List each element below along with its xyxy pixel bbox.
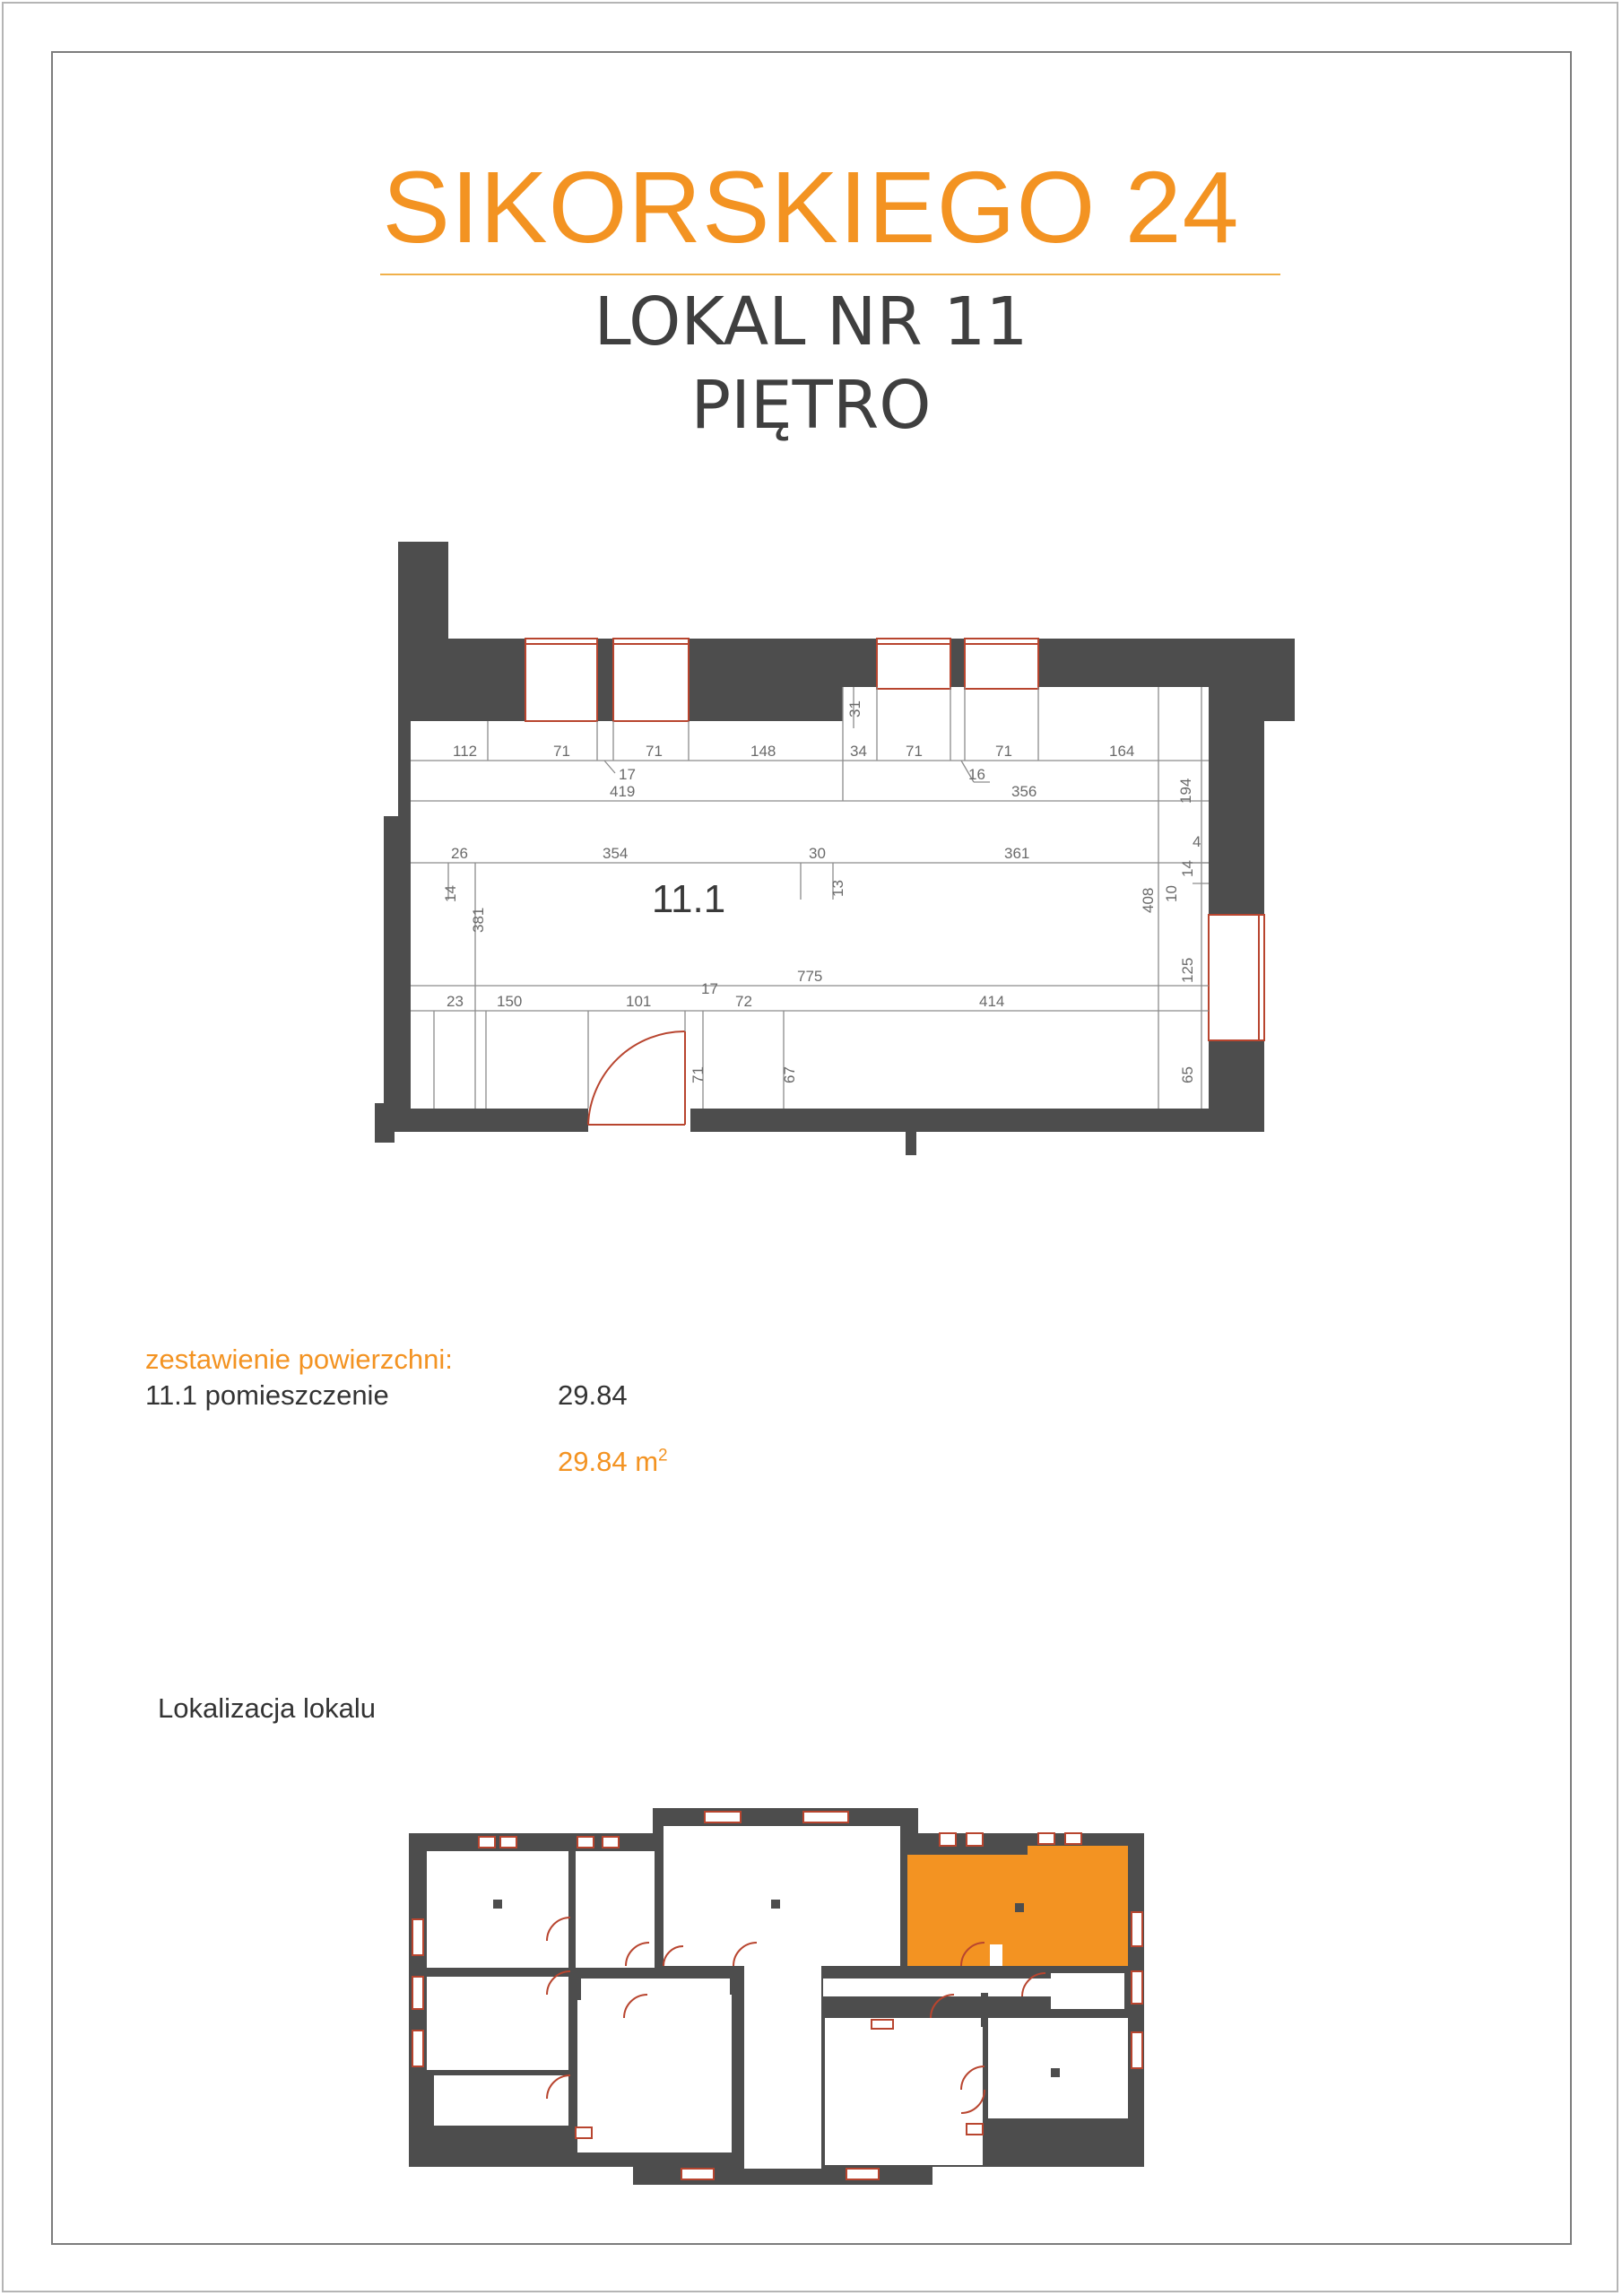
- dim-361: 361: [1004, 845, 1030, 862]
- location-heading: Lokalizacja lokalu: [158, 1692, 376, 1724]
- area-room-label: 11.1 pomieszczenie: [145, 1379, 389, 1411]
- dim-125: 125: [1179, 957, 1196, 983]
- dim-14b: 14: [1179, 860, 1196, 877]
- page-title: SIKORSKIEGO 24: [382, 151, 1240, 264]
- dim-381: 381: [470, 907, 487, 933]
- dim-13: 13: [829, 880, 846, 897]
- area-total-value: 29.84 m: [558, 1446, 659, 1477]
- dim-4: 4: [1193, 833, 1201, 850]
- dim-148: 148: [750, 743, 776, 760]
- dim-17b: 17: [701, 980, 718, 997]
- dim-71b: 71: [646, 743, 663, 760]
- unit-number: LOKAL NR 11: [594, 283, 1028, 361]
- dim-67: 67: [781, 1066, 798, 1083]
- dim-164: 164: [1109, 743, 1135, 760]
- dim-775: 775: [797, 968, 823, 985]
- dim-10: 10: [1163, 885, 1180, 902]
- dim-419: 419: [610, 783, 636, 800]
- dim-101: 101: [626, 993, 652, 1010]
- dim-71d: 71: [995, 743, 1012, 760]
- dim-356: 356: [1011, 783, 1037, 800]
- dim-34: 34: [850, 743, 867, 760]
- area-total-exponent: 2: [658, 1446, 668, 1465]
- floor-name: PIĘTRO: [690, 367, 932, 444]
- dim-71e: 71: [690, 1066, 707, 1083]
- dim-72: 72: [735, 993, 752, 1010]
- dim-354: 354: [603, 845, 629, 862]
- dim-408: 408: [1140, 887, 1157, 913]
- dim-16: 16: [968, 766, 985, 783]
- dim-150: 150: [497, 993, 523, 1010]
- dim-65: 65: [1179, 1066, 1196, 1083]
- dim-26: 26: [451, 845, 468, 862]
- dim-414: 414: [979, 993, 1005, 1010]
- area-room-value: 29.84: [558, 1379, 628, 1411]
- dim-194: 194: [1177, 778, 1194, 804]
- room-number-label: 11.1: [651, 877, 726, 921]
- dim-14a: 14: [442, 885, 459, 902]
- dim-112: 112: [453, 743, 478, 760]
- dim-31: 31: [846, 700, 863, 718]
- dim-30: 30: [809, 845, 826, 862]
- dim-23: 23: [447, 993, 464, 1010]
- dim-71a: 71: [553, 743, 570, 760]
- dim-71c: 71: [906, 743, 923, 760]
- area-summary-heading: zestawienie powierzchni:: [145, 1344, 453, 1375]
- dim-17a: 17: [619, 766, 636, 783]
